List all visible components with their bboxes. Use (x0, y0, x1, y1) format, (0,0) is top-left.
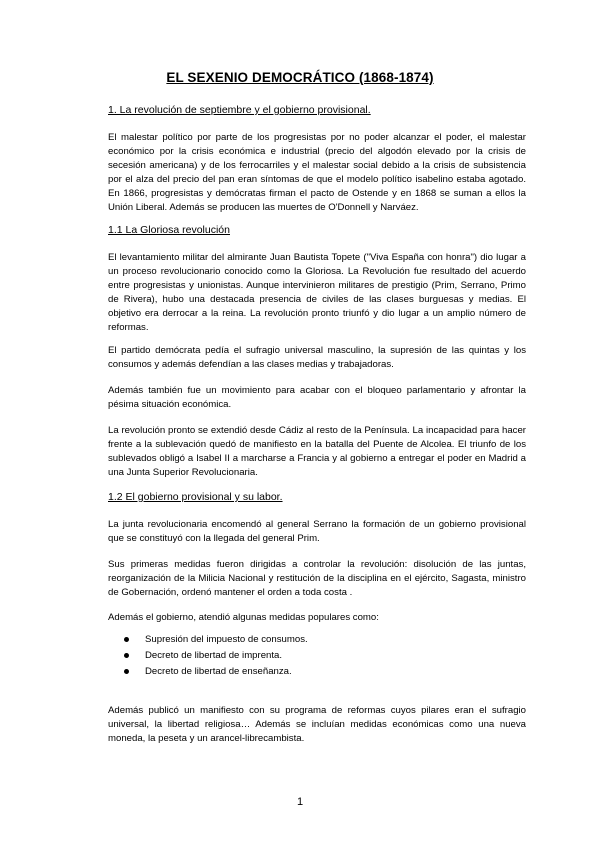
section-1-paragraph-1: El malestar político por parte de los progresistas por no poder alcanzar el poder, el malestar económico por la crisis económica e industrial (precio del algodón elevado por la crisis de secesión americana) y de los ferrocarriles y el malestar social debido a la crisis de subsistencia por el alza del precio del pan eran síntomas de que el modelo político isabelino estaba agotado. En 1866, progresistas y demócratas firman el pacto de Ostende y en 1868 se suman a ellos la Unión Liberal. Además se producen las muertes de O'Donnell y Narváez. (108, 132, 526, 214)
bullet-icon (124, 669, 129, 674)
section-1-1-paragraph-3: Además también fue un movimiento para acabar con el bloqueo parlamentario y afrontar la pésima situación económica. (108, 385, 526, 411)
bullet-icon (124, 653, 129, 658)
section-heading-1-1: 1.1 La Gloriosa revolución (108, 224, 230, 236)
list-item: Decreto de libertad de enseñanza. (124, 664, 308, 680)
section-heading-1-2: 1.2 El gobierno provisional y su labor. (108, 491, 283, 503)
section-heading-1: 1. La revolución de septiembre y el gobierno provisional. (108, 104, 371, 116)
section-1-2-paragraph-2: Sus primeras medidas fueron dirigidas a controlar la revolución: disolución de las juntas, reorganización de la Milicia Nacional y restitución de la disciplina en el ejército, Sagasta, ministro de Gobernación, ordenó mantener el orden a toda costa . (108, 559, 526, 599)
measures-list (124, 632, 308, 680)
section-1-2-paragraph-4: Además publicó un manifiesto con su programa de reformas cuyos pilares eran el sufragio universal, la libertad religiosa… Además se incluían medidas económicas como una nueva moneda, la peseta y un arancel-librecambista. (108, 705, 526, 745)
list-item: Supresión del impuesto de consumos. (124, 632, 308, 648)
section-1-1-paragraph-4: La revolución pronto se extendió desde Cádiz al resto de la Península. La incapacidad para hacer frente a la sublevación quedó de manifiesto en la batalla del Puente de Alcolea. El triunfo de los sublevados obligó a Isabel II a marcharse a Francia y al gobierno a entregar el poder en Madrid a una Junta Superior Revolucionaria. (108, 425, 526, 479)
section-1-1-paragraph-2: El partido demócrata pedía el sufragio universal masculino, la supresión de las quintas y los consumos y además defendían a las clases medias y trabajadoras. (108, 345, 526, 371)
bullet-icon (124, 637, 129, 642)
list-item: Decreto de libertad de imprenta. (124, 648, 308, 664)
section-1-2-paragraph-1: La junta revolucionaria encomendó al general Serrano la formación de un gobierno provisional que se constituyó con la llegada del general Prim. (108, 519, 526, 545)
section-1-1-paragraph-1: El levantamiento militar del almirante Juan Bautista Topete ("Viva España con honra") dio lugar a un proceso revolucionario conocido como la Gloriosa. La Revolución fue resultado del acuerdo entre progresistas y unionistas. Aunque intervinieron militares de prestigio (Prim, Serrano, Primo de Rivera), hubo una destacada presencia de civiles de las clases burguesas y medias. El objetivo era derrocar a la reina. La revolución pronto triunfó y dio lugar a un amplio número de reformas. (108, 252, 526, 334)
page-number: 1 (296, 796, 304, 808)
document-title: EL SEXENIO DEMOCRÁTICO (1868-1874) (166, 70, 434, 85)
section-1-2-paragraph-3: Además el gobierno, atendió algunas medidas populares como: (108, 612, 379, 623)
